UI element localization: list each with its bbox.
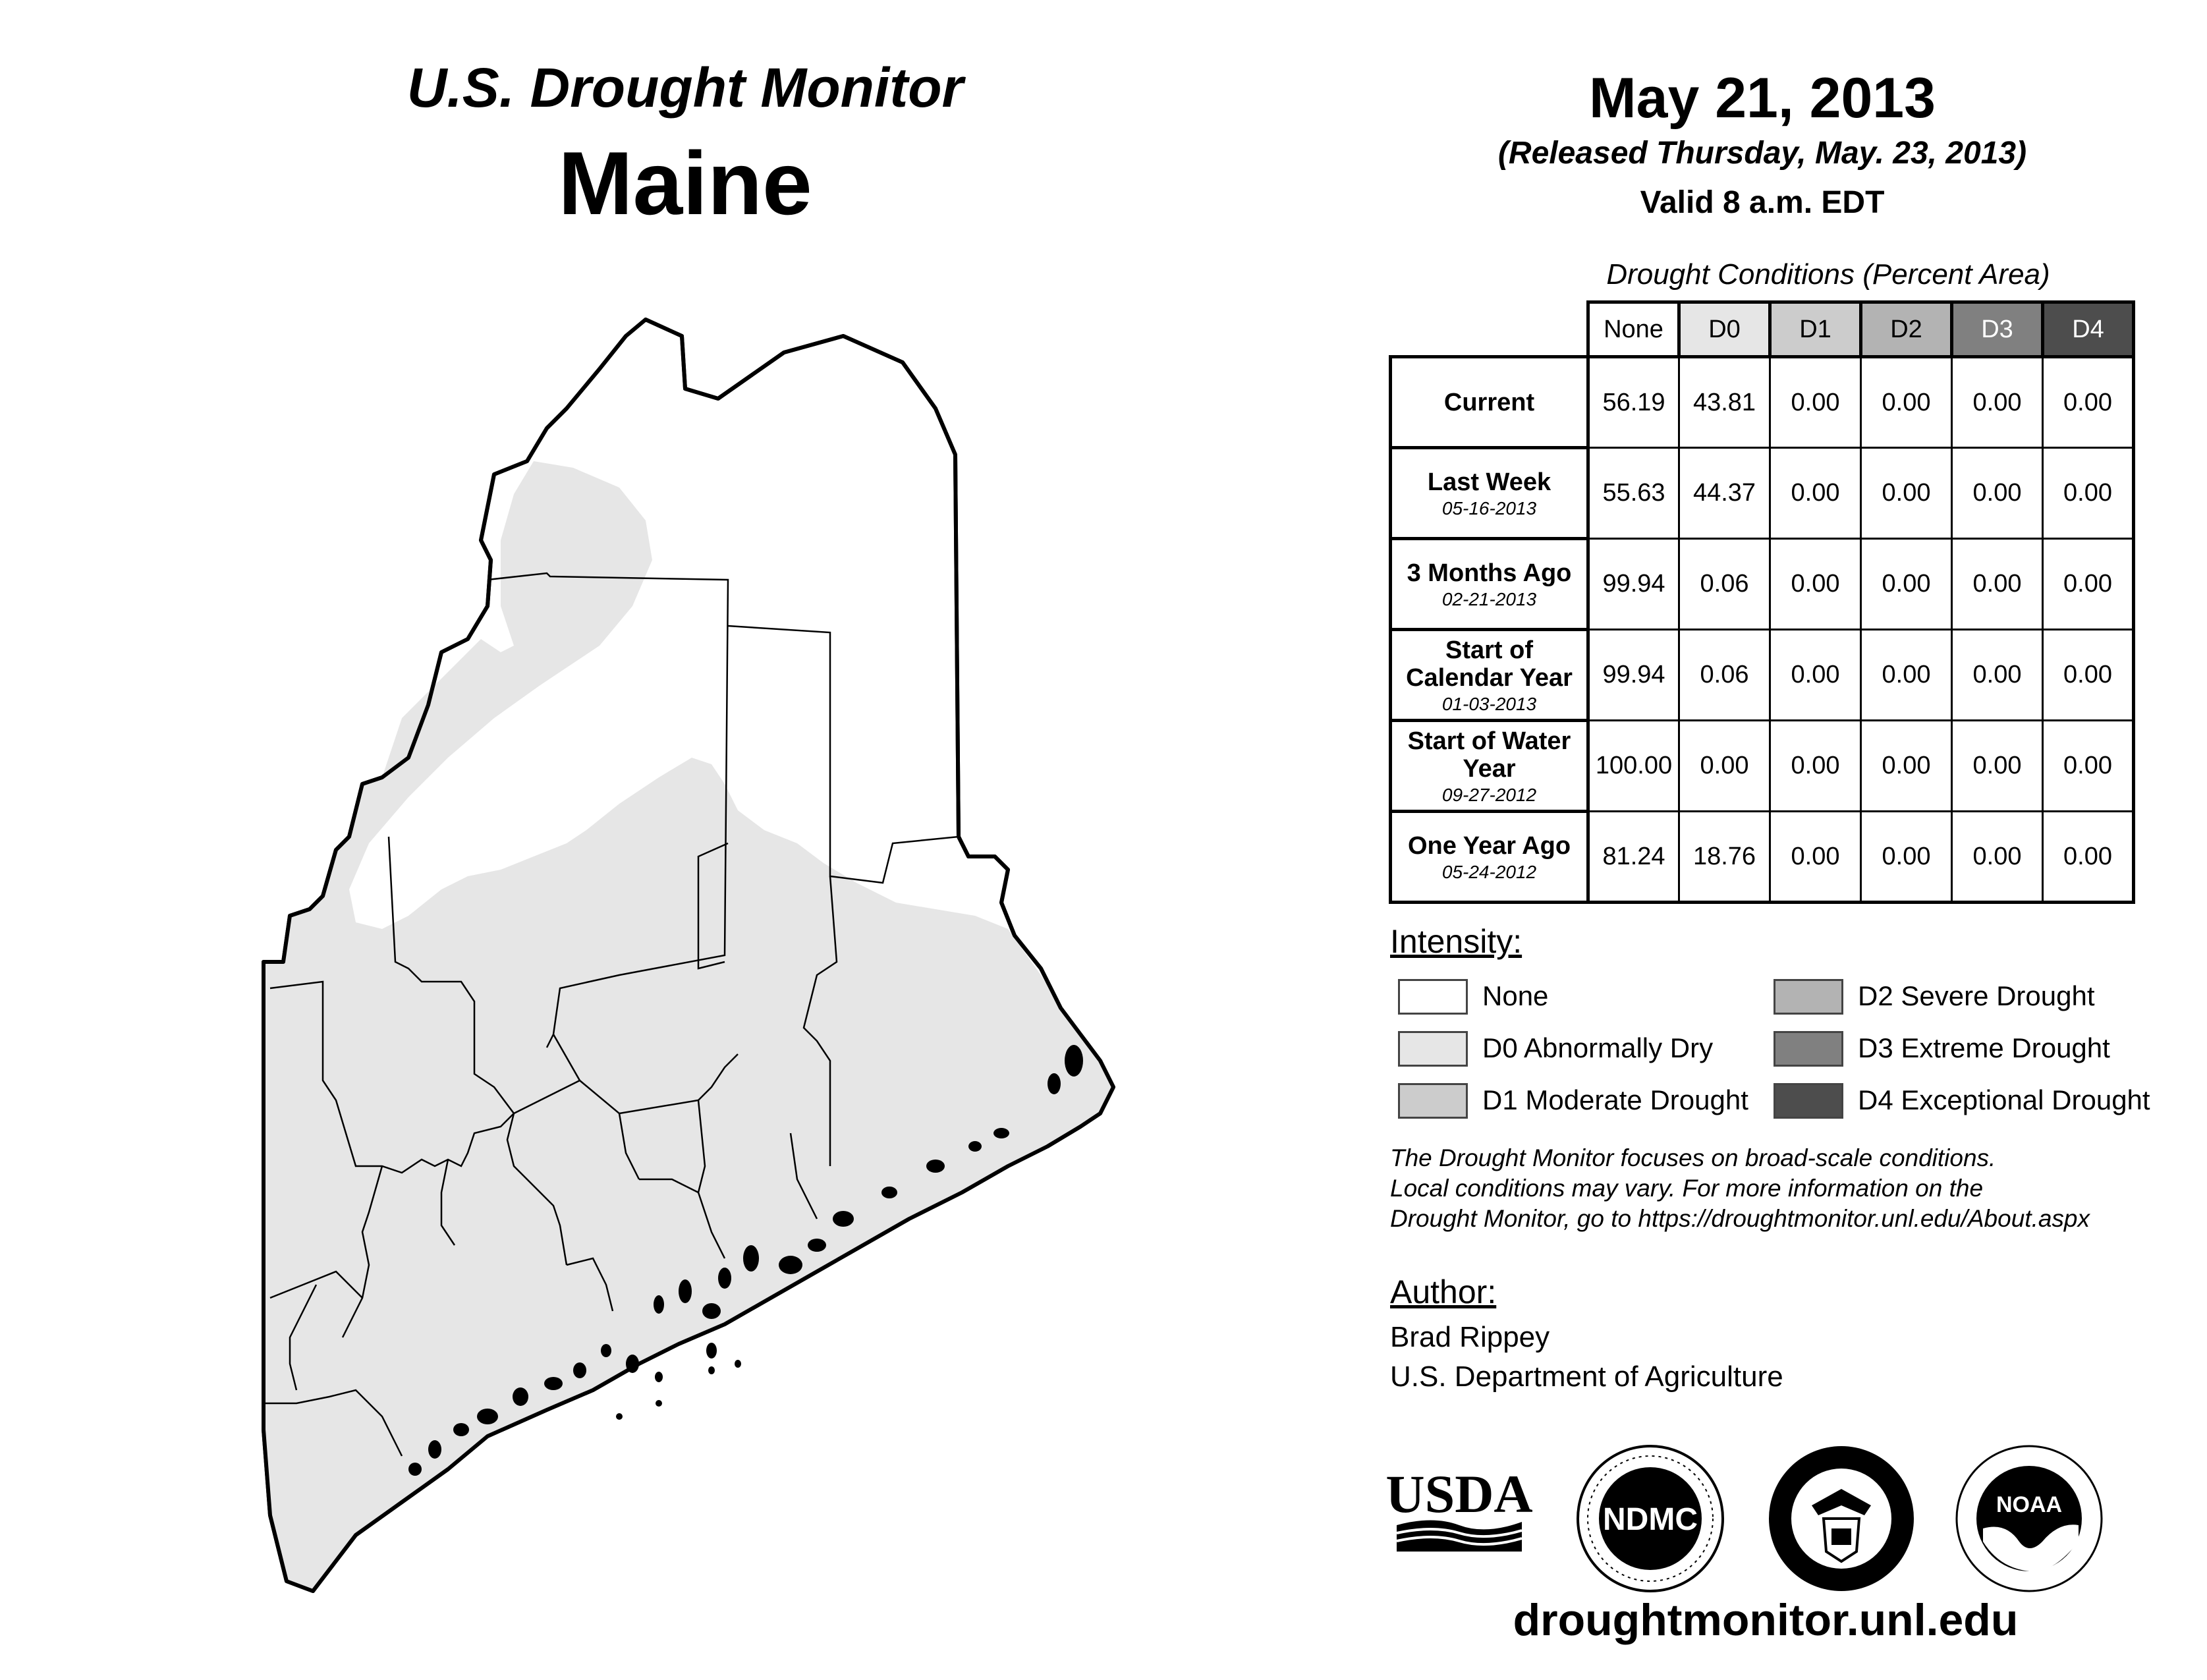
table-row	[1391, 357, 2134, 448]
table-cell: 0.00	[1770, 357, 1861, 448]
table-cell: 0.00	[1952, 357, 2043, 448]
legend-label-d3: D3 Extreme Drought	[1858, 1032, 2110, 1063]
table-body	[1391, 357, 2134, 903]
table-cell: 0.00	[2043, 812, 2134, 903]
row-label-text: 3 Months Ago	[1407, 559, 1572, 587]
release-date: (Released Thursday, May. 23, 2013)	[1497, 136, 2027, 171]
row-label	[1391, 721, 1588, 812]
table-cell: 0.00	[1861, 721, 1952, 812]
ndmc-logo	[1575, 1443, 1726, 1594]
table-cell: 0.00	[2043, 357, 2134, 448]
column-header-d1: D1	[1770, 302, 1861, 357]
row-date: 09-27-2012	[1441, 784, 1537, 805]
legend-label-d4: D4 Exceptional Drought	[1858, 1084, 2150, 1115]
table-cell: 0.00	[1679, 721, 1770, 812]
note-line-2: Local conditions may vary. For more information on the	[1390, 1175, 1984, 1202]
column-header-none: None	[1588, 302, 1679, 357]
noaa-logo	[1953, 1443, 2105, 1594]
table-cell: 0.00	[1952, 812, 2043, 903]
table-row	[1391, 448, 2134, 539]
table-cell: 0.00	[1861, 357, 1952, 448]
report-date: May 21, 2013	[1589, 67, 1936, 130]
table-cell: 0.00	[1952, 448, 2043, 539]
table-cell: 100.00	[1588, 721, 1679, 812]
row-label-text: Last Week	[1427, 468, 1551, 496]
table-row	[1391, 812, 2134, 903]
table-cell: 0.00	[1861, 812, 1952, 903]
legend-swatch-none	[1398, 979, 1468, 1015]
legend-swatch-d4	[1774, 1083, 1843, 1119]
conditions-table-title: Drought Conditions (Percent Area)	[1606, 258, 2050, 291]
usda-logo	[1385, 1459, 1533, 1558]
author-name: Brad Rippey	[1390, 1321, 1550, 1353]
note-line-3: Drought Monitor, go to https://droughtmonitor.unl.edu/About.aspx	[1390, 1205, 2090, 1232]
table-corner	[1391, 302, 1588, 357]
table-cell: 18.76	[1679, 812, 1770, 903]
author-title: Author:	[1390, 1274, 1497, 1310]
row-date: 05-24-2012	[1441, 861, 1537, 882]
table-cell: 0.00	[2043, 448, 2134, 539]
legend-swatch-d0	[1398, 1031, 1468, 1067]
table-cell: 0.00	[1770, 812, 1861, 903]
table-cell: 0.00	[1770, 630, 1861, 721]
table-cell: 0.00	[2043, 539, 2134, 630]
table-cell: 81.24	[1588, 812, 1679, 903]
row-label	[1391, 630, 1588, 721]
table-row	[1391, 630, 2134, 721]
table-cell: 0.06	[1679, 539, 1770, 630]
row-label	[1391, 539, 1588, 630]
row-label-text: One Year Ago	[1407, 831, 1571, 860]
column-header-d2: D2	[1861, 302, 1952, 357]
column-header-d3: D3	[1952, 302, 2043, 357]
row-date: 01-03-2013	[1441, 693, 1537, 714]
legend-title: Intensity:	[1390, 923, 1523, 960]
column-header-d4: D4	[2043, 302, 2134, 357]
row-label-text: Current	[1443, 388, 1535, 416]
table-cell: 0.00	[1770, 539, 1861, 630]
table-cell: 56.19	[1588, 357, 1679, 448]
ndmc-logo-text: NDMC	[1603, 1502, 1698, 1537]
noaa-seal-icon	[1953, 1443, 2105, 1594]
table-row	[1391, 721, 2134, 812]
table-cell: 99.94	[1588, 539, 1679, 630]
doc-seal	[1766, 1443, 1917, 1594]
table-row	[1391, 539, 2134, 630]
legend-swatch-d3	[1774, 1031, 1843, 1067]
table-cell: 0.00	[1952, 539, 2043, 630]
valid-time: Valid 8 a.m. EDT	[1640, 185, 1885, 220]
noaa-logo-text: NOAA	[1996, 1492, 2063, 1517]
map-title: U.S. Drought Monitor	[406, 57, 964, 119]
usda-logo-text: USDA	[1385, 1464, 1533, 1524]
table-cell: 0.00	[1861, 539, 1952, 630]
row-date: 05-16-2013	[1441, 497, 1537, 518]
table-cell: 0.00	[1770, 448, 1861, 539]
footer-url[interactable]: droughtmonitor.unl.edu	[1513, 1595, 2019, 1645]
ndmc-seal-icon	[1575, 1443, 1726, 1594]
drought-conditions-table	[1389, 300, 2135, 904]
table-cell: 44.37	[1679, 448, 1770, 539]
legend-label-d2: D2 Severe Drought	[1858, 980, 2095, 1011]
row-label-text: Start of Water Year	[1407, 727, 1571, 783]
legend-swatch-d2	[1774, 979, 1843, 1015]
table-cell: 43.81	[1679, 357, 1770, 448]
column-header-d0: D0	[1679, 302, 1770, 357]
row-label-text: Start of Calendar Year	[1406, 636, 1573, 692]
legend-label-d1: D1 Moderate Drought	[1482, 1084, 1748, 1115]
disclaimer-note	[1390, 1143, 2181, 1234]
table-cell: 0.00	[1952, 721, 2043, 812]
legend-label-d0: D0 Abnormally Dry	[1482, 1032, 1714, 1063]
legend-label-none: None	[1482, 980, 1549, 1011]
department-of-commerce-seal-icon	[1766, 1443, 1917, 1594]
table-cell: 0.00	[1952, 630, 2043, 721]
table-cell: 0.06	[1679, 630, 1770, 721]
map-state-name: Maine	[558, 133, 812, 233]
row-label	[1391, 812, 1588, 903]
table-cell: 55.63	[1588, 448, 1679, 539]
table-cell: 0.00	[2043, 721, 2134, 812]
table-cell: 99.94	[1588, 630, 1679, 721]
row-label	[1391, 448, 1588, 539]
author-organization: U.S. Department of Agriculture	[1390, 1360, 1783, 1393]
usda-logo-icon	[1385, 1459, 1533, 1558]
table-cell: 0.00	[1770, 721, 1861, 812]
legend-swatch-d1	[1398, 1083, 1468, 1119]
row-label	[1391, 357, 1588, 448]
row-date: 02-21-2013	[1441, 588, 1537, 609]
note-line-1: The Drought Monitor focuses on broad-scale conditions.	[1390, 1144, 1996, 1171]
table-cell: 0.00	[1861, 448, 1952, 539]
table-cell: 0.00	[2043, 630, 2134, 721]
maine-county-map	[250, 310, 1133, 1601]
table-cell: 0.00	[1861, 630, 1952, 721]
